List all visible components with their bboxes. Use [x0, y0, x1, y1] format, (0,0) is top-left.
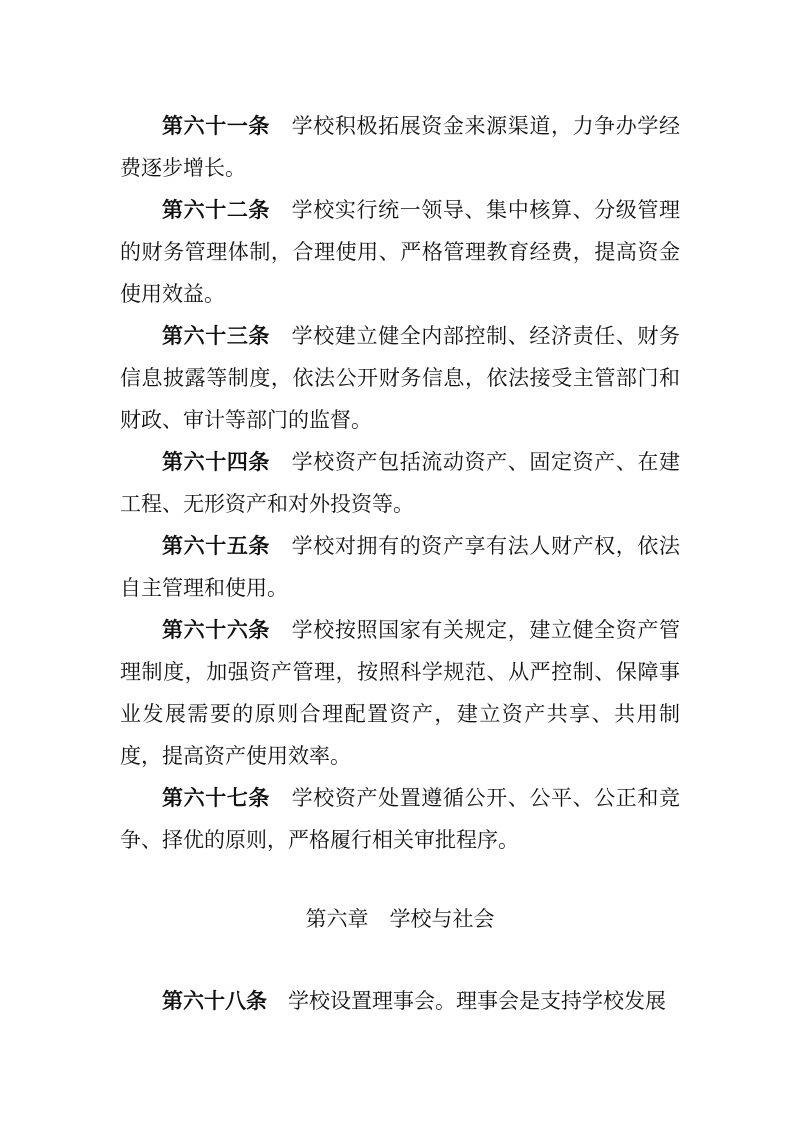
next-article-section: [120, 980, 680, 1022]
article-text: 学校建立健全内部控制、经济责任、财务信息披露等制度，依法公开财务信息，依法接受主管部门和财政、审计等部门的监督。: [120, 324, 681, 432]
article-text: 学校设置理事会。理事会是支持学校发展: [288, 989, 666, 1013]
article-text: 学校资产处置遵循公开、公平、公正和竞争、择优的原则，严格履行相关审批程序。: [120, 786, 681, 852]
articles-section: [120, 105, 680, 861]
article-number: 第六十四条: [162, 450, 271, 474]
article-61: [120, 105, 680, 189]
article-number: 第六十七条: [162, 786, 271, 810]
article-68: [120, 980, 680, 1022]
article-63: [120, 315, 680, 441]
article-text: 学校对拥有的资产享有法人财产权，依法自主管理和使用。: [120, 534, 681, 600]
article-62: [120, 189, 680, 315]
article-66: [120, 609, 680, 777]
chapter-heading: [0, 898, 800, 940]
article-64: [120, 441, 680, 525]
article-number: 第六十一条: [162, 114, 271, 138]
chapter-number: 第六章: [305, 907, 369, 931]
article-text: 学校资产包括流动资产、固定资产、在建工程、无形资产和对外投资等。: [120, 450, 681, 516]
article-number: 第六十二条: [162, 198, 271, 222]
article-number: 第六十八条: [162, 989, 267, 1013]
article-text: 学校按照国家有关规定，建立健全资产管理制度，加强资产管理，按照科学规范、从严控制、保障事业发展需要的原则合理配置资产，建立资产共享、共用制度，提高资产使用效率。: [120, 618, 681, 768]
article-text: 学校积极拓展资金来源渠道，力争办学经费逐步增长。: [120, 114, 681, 180]
article-number: 第六十五条: [162, 534, 271, 558]
article-67: [120, 777, 680, 861]
article-number: 第六十六条: [162, 618, 271, 642]
chapter-title: 学校与社会: [389, 907, 495, 931]
article-65: [120, 525, 680, 609]
article-text: 学校实行统一领导、集中核算、分级管理的财务管理体制，合理使用、严格管理教育经费，提高资金使用效益。: [120, 198, 681, 306]
article-number: 第六十三条: [162, 324, 271, 348]
